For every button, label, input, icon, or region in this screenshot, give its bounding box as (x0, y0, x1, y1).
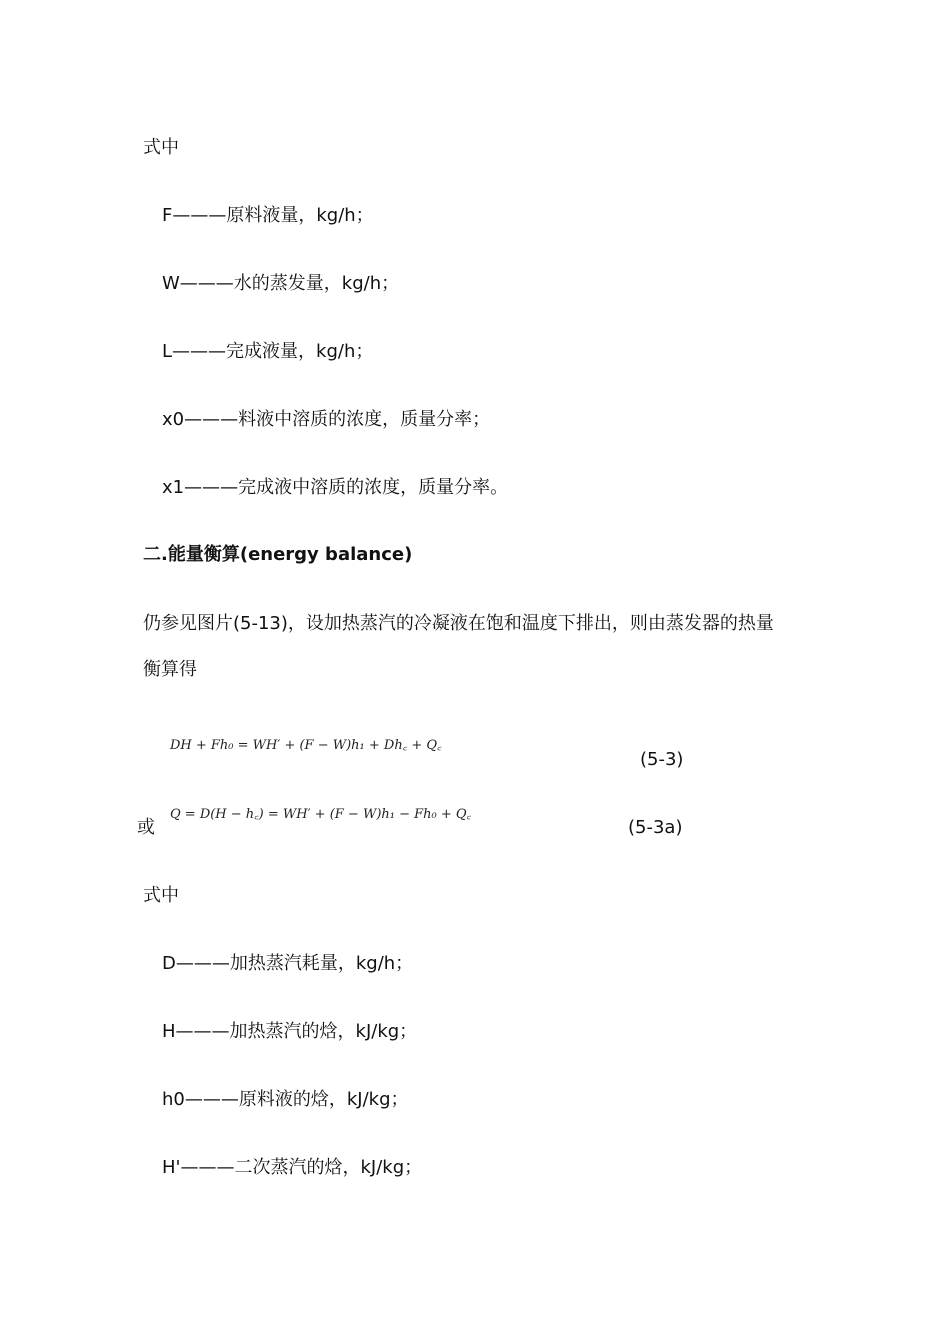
def-x1: x1———完成液中溶质的浓度，质量分率。 (162, 477, 509, 498)
def-W: W———水的蒸发量，kg/h； (162, 273, 400, 294)
paragraph-line-2: 衡算得 (143, 659, 197, 680)
where-label-2: 式中 (143, 885, 179, 906)
equation-number-5-3: (5-3) (640, 749, 684, 770)
def-D: D———加热蒸汽耗量，kg/h； (162, 953, 414, 974)
equation-number-5-3a: (5-3a) (628, 817, 683, 838)
def-L: L———完成液量，kg/h； (162, 341, 374, 362)
def-H: H———加热蒸汽的焓，kJ/kg； (162, 1021, 418, 1042)
where-label-1: 式中 (143, 137, 179, 158)
paragraph-line-1: 仍参见图片(5-13)，设加热蒸汽的冷凝液在饱和温度下排出，则由蒸发器的热量 (143, 613, 774, 634)
def-x0: x0———料液中溶质的浓度，质量分率； (162, 409, 491, 430)
def-h0: h0———原料液的焓，kJ/kg； (162, 1089, 409, 1110)
def-H-prime: H'———二次蒸汽的焓，kJ/kg； (162, 1157, 423, 1178)
equation-5-3a: Q = D(H − h꜀) = WH′ + (F − W)h₁ − Fh₀ + Q꜀ (170, 807, 472, 822)
section-heading-energy-balance: 二.能量衡算(energy balance) (143, 544, 413, 565)
equation-5-3: DH + Fh₀ = WH′ + (F − W)h₁ + Dh꜀ + Q꜀ (170, 738, 442, 753)
def-F: F———原料液量，kg/h； (162, 205, 374, 226)
or-label: 或 (137, 817, 155, 838)
